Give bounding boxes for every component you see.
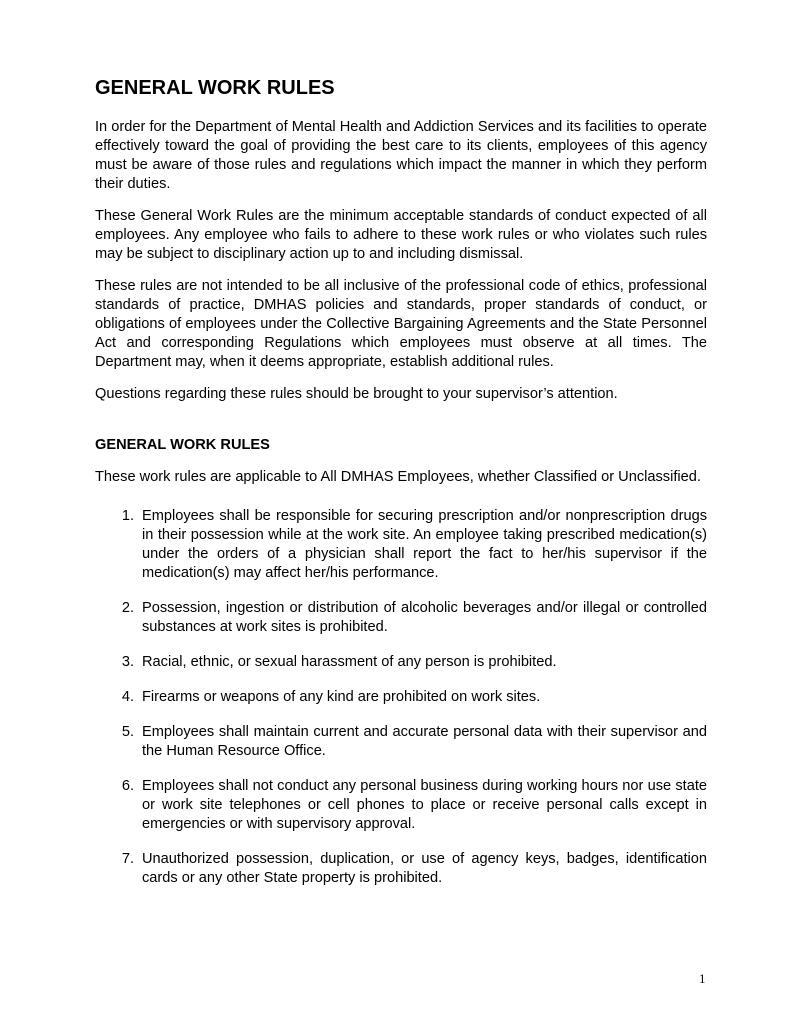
rule-item [95, 653, 707, 672]
document-page [95, 76, 707, 904]
page-number: 1 [699, 971, 706, 986]
rule-number: 3. [121, 654, 134, 670]
rule-text: Employees shall maintain current and accurate personal data with their supervisor and the Human Resource Office. [142, 724, 707, 759]
rule-text: Racial, ethnic, or sexual harassment of any person is prohibited. [142, 654, 557, 670]
section-heading: GENERAL WORK RULES [95, 437, 270, 453]
rules-list [95, 507, 707, 888]
questions-paragraph: Questions regarding these rules should be brought to your supervisor’s attention. [95, 386, 618, 402]
rule-item [95, 599, 707, 637]
rule-number: 5. [121, 724, 134, 740]
rule-item [95, 723, 707, 761]
scope-paragraph: These rules are not intended to be all inclusive of the professional code of ethics, professional standards of practice, DMHAS policies and standards, proper standards of conduct, or obligations of employees under the Collective Bargaining Agreements and the State Personnel Act and corresponding Regulations which employees must observe at all times. The Department may, when it deems appropriate, establish additional rules. [95, 278, 707, 370]
rule-text: Employees shall be responsible for securing prescription and/or nonprescription drugs in their possession while at the work site. An employee taking prescribed medication(s) under the orders of a physician shall report the fact to her/his supervisor if the medication(s) may affect her/his performance. [142, 508, 707, 581]
rule-number: 2. [121, 600, 134, 616]
rule-number: 7. [121, 851, 134, 867]
rule-number: 1. [121, 508, 134, 524]
rule-item [95, 507, 707, 583]
rule-item [95, 688, 707, 707]
rule-text: Firearms or weapons of any kind are prohibited on work sites. [142, 689, 541, 705]
document-title: GENERAL WORK RULES [95, 77, 335, 99]
rule-number: 4. [121, 689, 134, 705]
rule-text: Employees shall not conduct any personal business during working hours nor use state or work site telephones or cell phones to place or receive personal calls except in emergencies or with supervisory approval. [142, 778, 707, 832]
rule-text: Unauthorized possession, duplication, or use of agency keys, badges, identification cards or any other State property is prohibited. [142, 851, 707, 886]
intro-paragraph: In order for the Department of Mental Health and Addiction Services and its facilities to operate effectively toward the goal of providing the best care to its clients, employees of this agency must be aware of those rules and regulations which impact the manner in which they perform their duties. [95, 119, 707, 192]
rule-number: 6. [121, 778, 134, 794]
rule-item [95, 777, 707, 834]
rule-item [95, 850, 707, 888]
rule-text: Possession, ingestion or distribution of alcoholic beverages and/or illegal or controlled substances at work sites is prohibited. [142, 600, 707, 635]
section-intro: These work rules are applicable to All DMHAS Employees, whether Classified or Unclassified. [95, 469, 701, 485]
standards-paragraph: These General Work Rules are the minimum acceptable standards of conduct expected of all employees. Any employee who fails to adhere to these work rules or who violates such rules may be subject to disciplinary action up to and including dismissal. [95, 208, 707, 262]
